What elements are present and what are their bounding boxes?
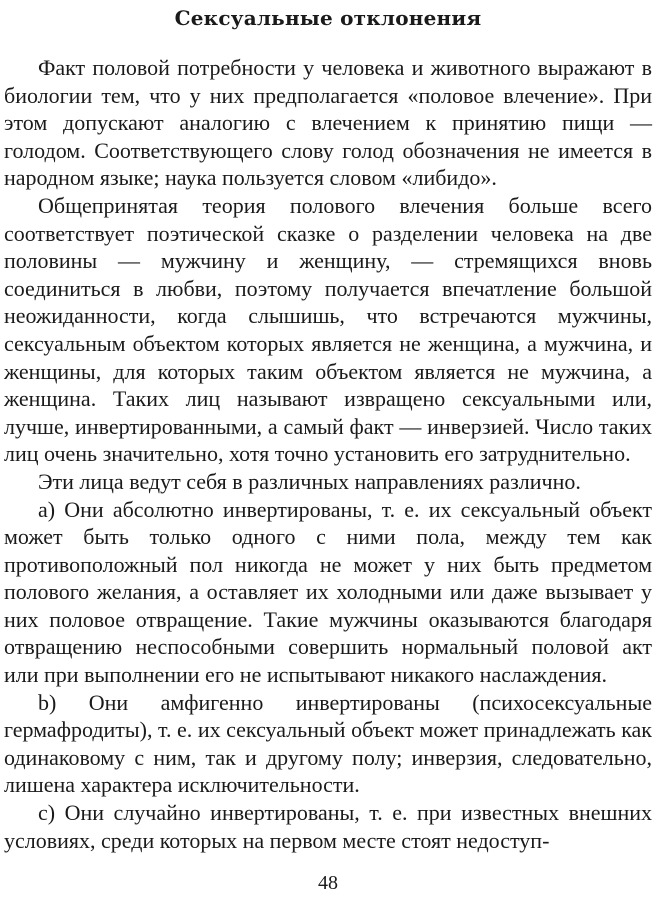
paragraph-4: a) Они абсолютно инвертированы, т. е. их сексуальный объект может быть только одного с ними пола, между тем как противоположный пол никогда не может у них быть предметом полового желания, а оставляет их холодными или даже вызывает у них половое отвращение. Такие мужчины оказываются благодаря отвращению неспособными совершить нормальный половой акт или при выполнении его не испытывают никакого наслаждения. (4, 496, 652, 688)
page-number: 48 (318, 872, 338, 894)
paragraph-3: Эти лица ведут себя в различных направлениях различно. (38, 468, 581, 494)
page-body (4, 54, 652, 854)
paragraph-2: Общепринятая теория полового влечения больше всего соответствует поэтической сказке о разделении человека на две половины — мужчину и женщину, — стремящихся вновь соединиться в любви, поэтому получается впечатление большой неожиданности, когда слышишь, что встречаются мужчины, сексуальным объектом которых является не женщина, а мужчина, и женщины, для которых таким объектом является не мужчина, а женщина. Таких лиц называют извращено сексуальными или, лучше, инвертированными, а самый факт — инверзией. Число таких лиц очень значительно, хотя точно установить его затруднительно. (4, 192, 652, 467)
book-page (4, 0, 652, 904)
paragraph-1: Факт половой потребности у человека и животного выражают в биологии тем, что у них предполагается «половое влечение». При этом допускают аналогию с влечением к принятию пищи — голодом. Соответствующего слову голод обозначения не имеется в народном языке; наука пользуется словом «либидо». (4, 55, 652, 191)
paragraph-6: c) Они случайно инвертированы, т. е. при известных внешних условиях, среди которых на первом месте стоят недоступ- (4, 800, 652, 853)
paragraph-5: b) Они амфигенно инвертированы (психосексуальные гермафродиты), т. е. их сексуальный объект может принадлежать как одинаковому с ним, так и другому полу; инверзия, следовательно, лишена характера исключительности. (4, 689, 652, 798)
chapter-title: Сексуальные отклонения (174, 6, 482, 30)
